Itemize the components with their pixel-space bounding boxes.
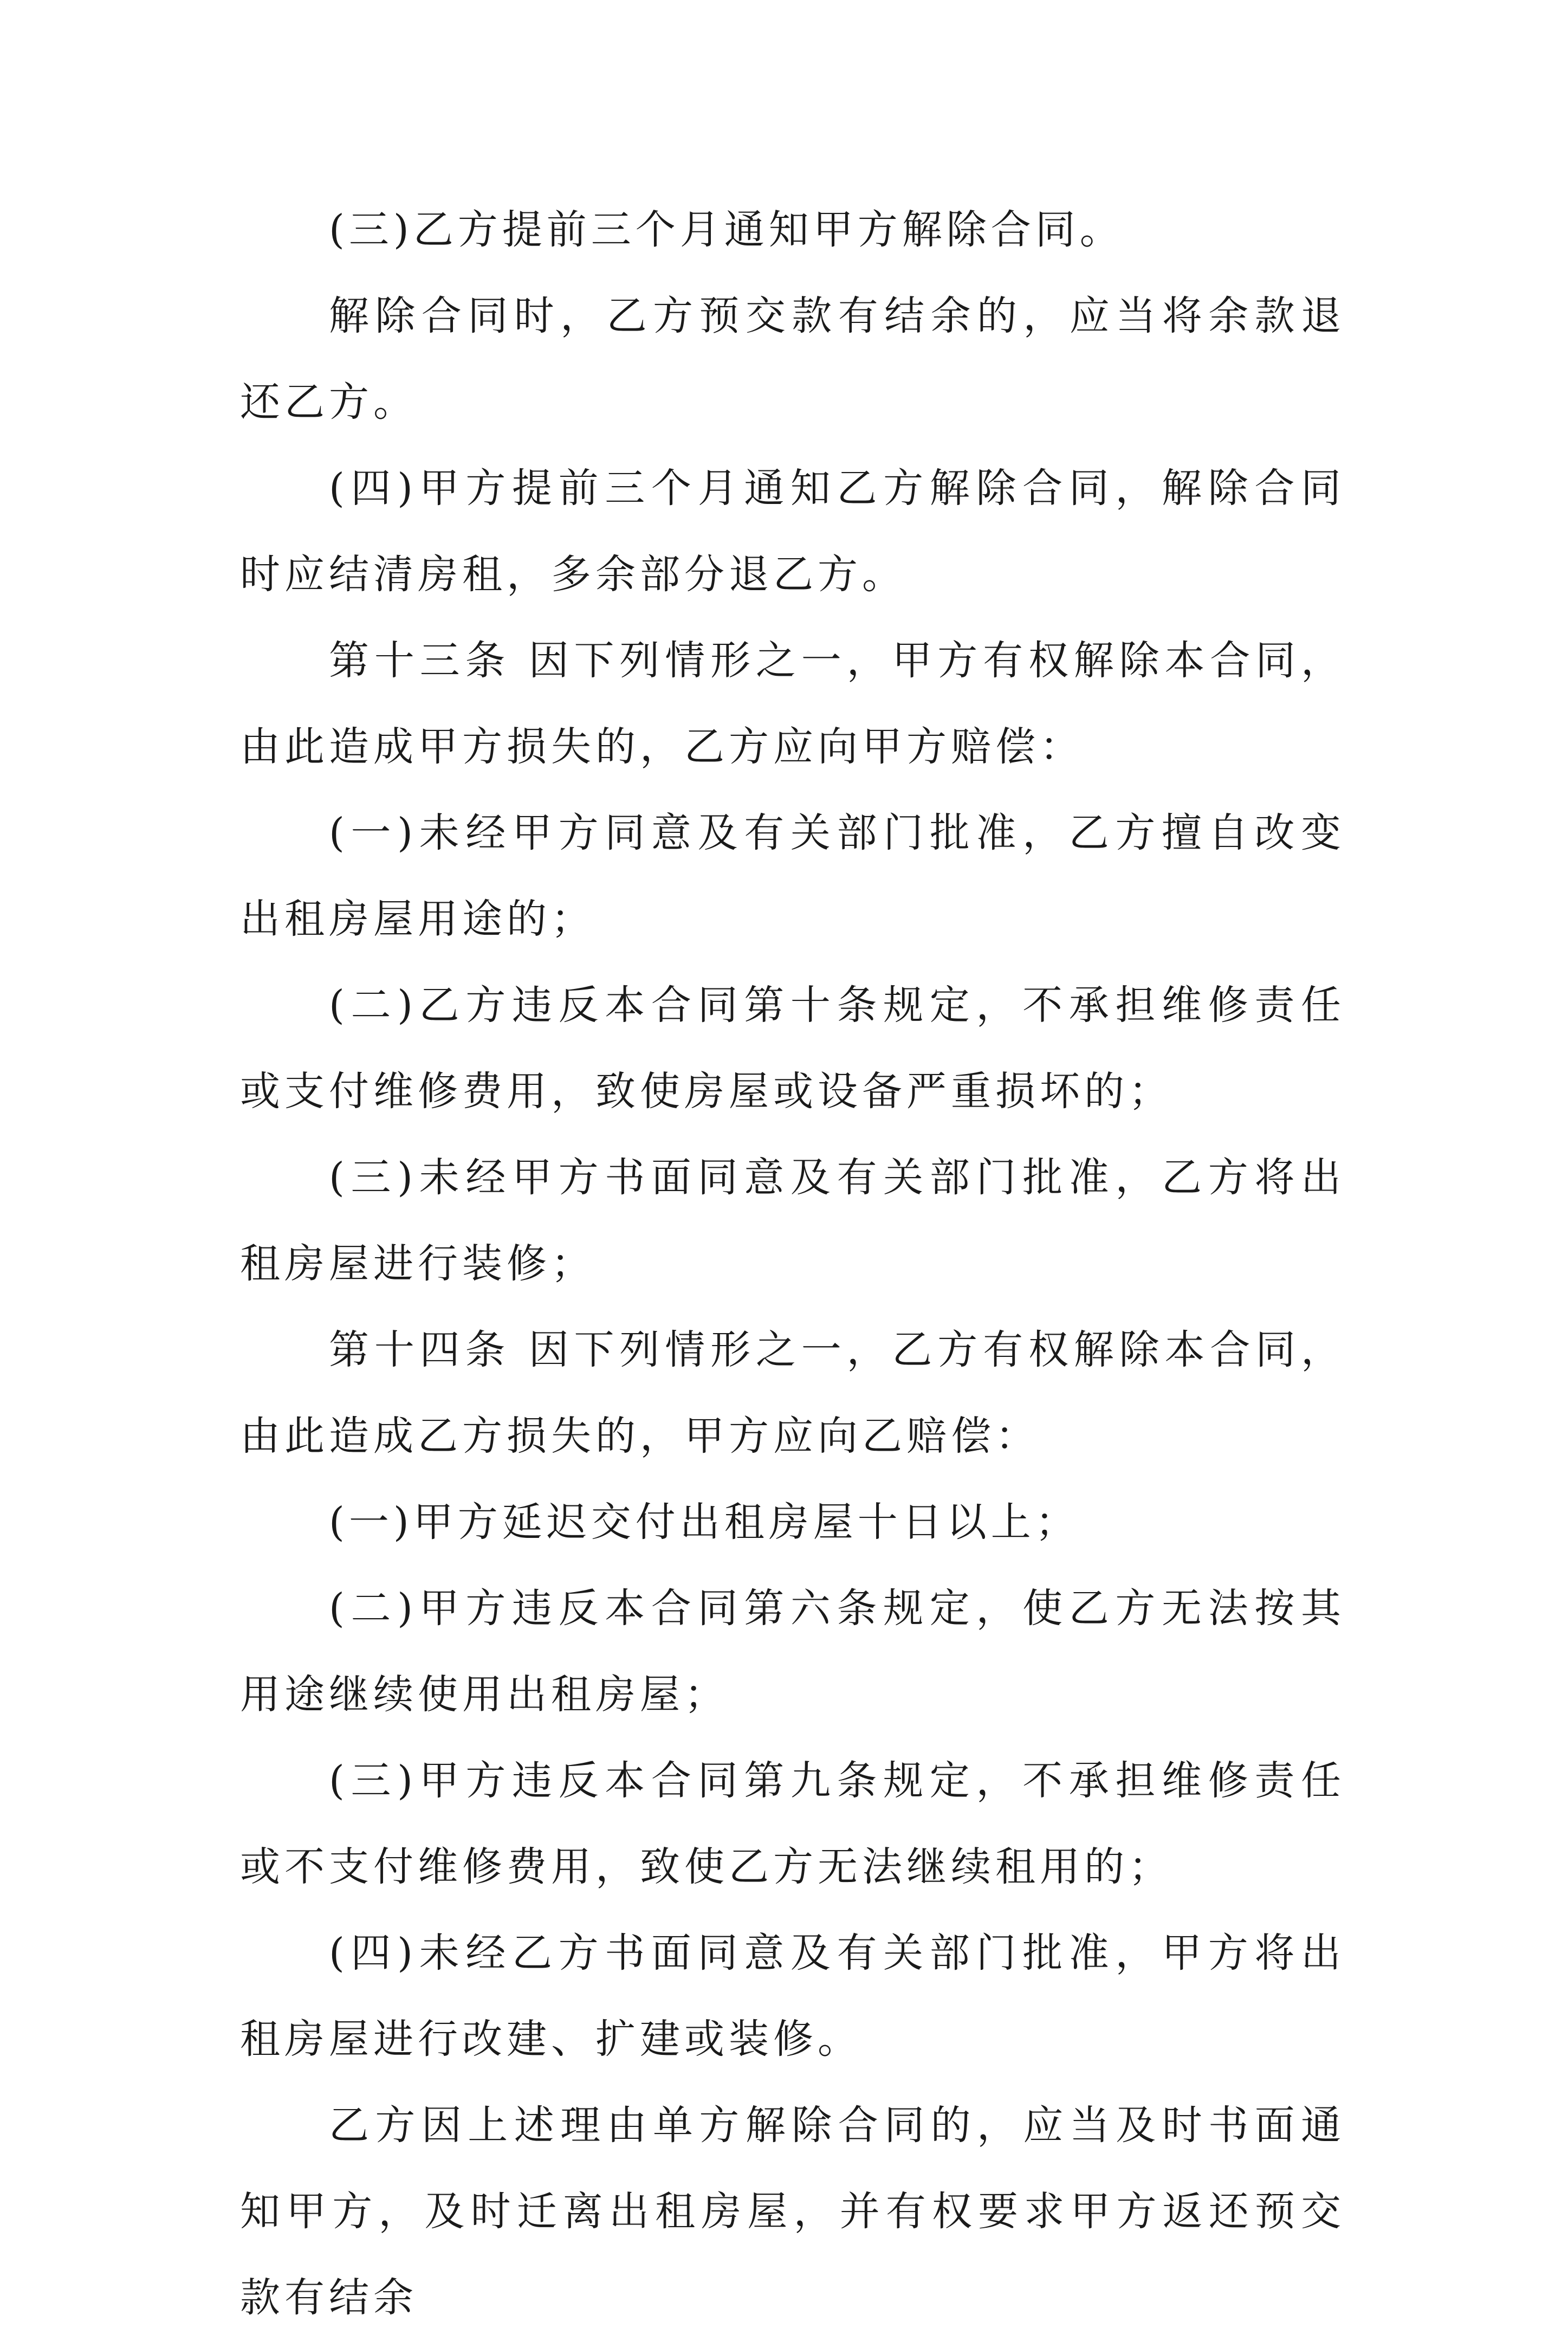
paragraph-clause-12-4: (四)甲方提前三个月通知乙方解除合同，解除合同时应结清房租，多余部分退乙方。 xyxy=(240,465,1345,598)
paragraph-article-14-item-4: (四)未经乙方书面同意及有关部门批准，甲方将出租房屋进行改建、扩建或装修。 xyxy=(240,1930,1345,2062)
paragraph-article-14: 第十四条 因下列情形之一，乙方有权解除本合同，由此造成乙方损失的，甲方应向乙赔偿： xyxy=(240,1327,1345,1459)
paragraph-clause-12-3: (三)乙方提前三个月通知甲方解除合同。 xyxy=(329,206,1124,253)
paragraph-article-13-item-1: (一)未经甲方同意及有关部门批准，乙方擅自改变出租房屋用途的； xyxy=(240,810,1345,942)
paragraph-article-14-item-2: (二)甲方违反本合同第六条规定，使乙方无法按其用途继续使用出租房屋； xyxy=(240,1585,1345,1718)
paragraph-tenant-termination: 乙方因上述理由单方解除合同的，应当及时书面通知甲方，及时迁离出租房屋，并有权要求甲方返还预交款有结余 xyxy=(240,2102,1345,2321)
paragraph-article-13-item-3: (三)未经甲方书面同意及有关部门批准，乙方将出租房屋进行装修； xyxy=(240,1154,1345,1287)
paragraph-article-13: 第十三条 因下列情形之一，甲方有权解除本合同，由此造成甲方损失的，乙方应向甲方赔偿： xyxy=(240,637,1345,770)
paragraph-article-13-item-2: (二)乙方违反本合同第十条规定，不承担维修责任或支付维修费用，致使房屋或设备严重损坏的； xyxy=(240,982,1345,1115)
contract-body-text xyxy=(240,187,1345,2341)
paragraph-article-14-item-3: (三)甲方违反本合同第九条规定，不承担维修责任或不支付维修费用，致使乙方无法继续租用的； xyxy=(240,1757,1345,1890)
paragraph-refund-on-termination: 解除合同时，乙方预交款有结余的，应当将余款退还乙方。 xyxy=(240,293,1345,425)
paragraph-article-14-item-1: (一)甲方延迟交付出租房屋十日以上； xyxy=(329,1499,1080,1545)
